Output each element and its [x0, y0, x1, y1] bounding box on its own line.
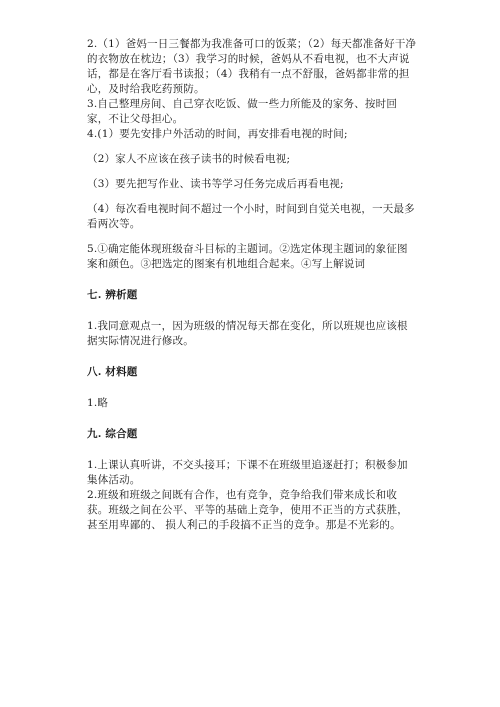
answer-item-4-4: （4）每次看电视时间不超过一个小时，时间到自觉关电视，一天最多看两次等。 — [87, 203, 415, 230]
answer-item-3: 3.自己整理房间、自己穿衣吃饭、做一些力所能及的家务、按时回家，不让父母担心。 — [87, 98, 398, 125]
section-8-heading: 八. 材料题 — [87, 366, 138, 378]
answer-item-2: 2.（1）爸妈一日三餐都为我准备可口的饭菜；（2）每天都准备好干净的衣物放在枕边；（3）我学习的时候，爸妈从不看电视，也不大声说话，都是在客厅看书读报；（4）我稍有一点不舒服，爸妈都非常的担心，及时给我吃药预防。 — [87, 38, 417, 95]
section-7-item-1: 1.我同意观点一，因为班级的情况每天都在变化，所以班规也应该根据实际情况进行修改。 — [87, 320, 408, 347]
answer-item-4-3: （3）要先把写作业、读书等学习任务完成后再看电视; — [87, 178, 344, 190]
section-7-heading: 七. 辨析题 — [87, 289, 138, 301]
answer-page — [87, 37, 417, 533]
section-9-item-1: 1.上课认真听讲，不交头接耳；下课不在班级里追逐赶打；积极参加集体活动。 — [87, 459, 408, 486]
answer-item-4-2: （2）家人不应该在孩子读书的时候看电视; — [87, 153, 291, 165]
section-9-item-2: 2.班级和班级之间既有合作，也有竞争，竞争给我们带来成长和收获。班级之间在公平、平等的基础上竞争，使用不正当的方式获胜，甚至用卑鄙的、 损人利己的手段搞不正当的竞争。那是不光彩的。 — [87, 489, 408, 531]
section-8-item-1: 1.略 — [87, 397, 109, 409]
answer-item-5: 5.①确定能体现班级奋斗目标的主题词。②选定体现主题词的象征图案和颜色。③把选定的图案有机地组合起来。④写上解说词 — [87, 243, 408, 270]
section-9-heading: 九. 综合题 — [87, 428, 138, 440]
answer-item-4-1: 4.(1）要先安排户外活动的时间，再安排看电视的时间; — [87, 128, 348, 140]
